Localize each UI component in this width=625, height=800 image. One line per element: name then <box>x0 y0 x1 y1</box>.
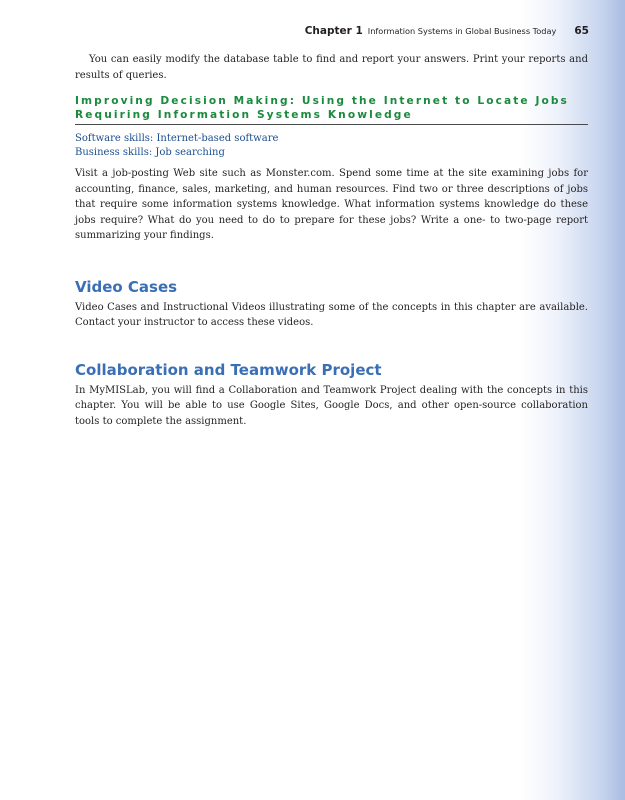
video-cases-paragraph: Video Cases and Instructional Videos illustrating some of the concepts in this chapter are available. Contact your instructor to access these videos. <box>75 301 588 328</box>
page-body <box>75 52 588 429</box>
business-skills: Business skills: Job searching <box>75 147 225 158</box>
chapter-title: Information Systems in Global Business Today <box>367 26 557 36</box>
page-number: 65 <box>574 25 589 37</box>
software-skills: Software skills: Internet-based software <box>75 133 279 144</box>
running-header <box>305 25 589 37</box>
collaboration-paragraph: In MyMISLab, you will find a Collaboration and Teamwork Project dealing with the concepts in this chapter. You will be able to use Google Sites, Google Docs, and other open-source collaboration tools to complete the assignment. <box>75 384 588 427</box>
intro-paragraph: You can easily modify the database table to find and report your answers. Print your reports and results of queries. <box>75 54 588 81</box>
video-cases-heading: Video Cases <box>75 277 178 296</box>
skills-block <box>75 132 588 160</box>
chapter-label: Chapter 1 <box>304 25 363 37</box>
collaboration-heading: Collaboration and Teamwork Project <box>75 360 382 379</box>
job-search-paragraph: Visit a job-posting Web site such as Monster.com. Spend some time at the site examining jobs for accounting, finance, sales, marketing, and human resources. Find two or three descriptions of jobs that require some information systems knowledge. What information systems knowledge do these jobs require? What do you need to do to prepare for these jobs? Write a one- to two-page report summarizing your findings. <box>75 168 588 241</box>
decision-making-heading: Improving Decision Making: Using the Internet to Locate Jobs Requiring Information Systems Knowledge <box>75 94 588 125</box>
